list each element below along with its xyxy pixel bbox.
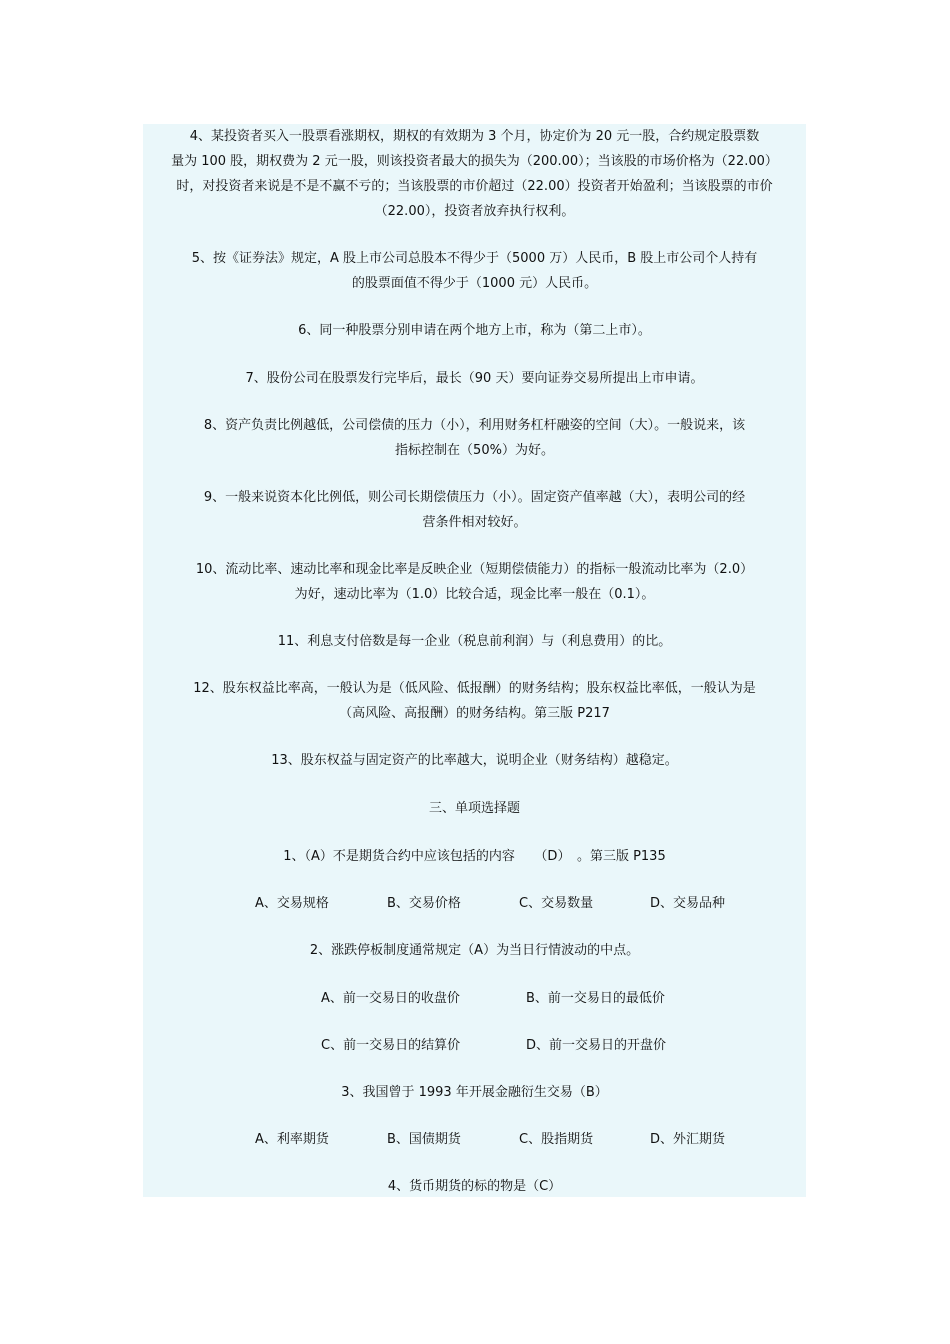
option-a: A、利率期货: [255, 1132, 329, 1147]
text-line: 5、按《证券法》规定，A 股上市公司总股本不得少于（5000 万）人民币，B 股上市公司个人持有: [191, 251, 758, 266]
fill-in-item-7: [143, 366, 806, 391]
text-line: 7、股份公司在股票发行完毕后，最长（90 天）要向证券交易所提出上市申请。: [245, 371, 704, 386]
text-line: 4、某投资者买入一股票看涨期权，期权的有效期为 3 个月，协定价为 20 元一股，合约规定股票数: [189, 129, 760, 144]
text-line: 指标控制在（50%）为好。: [395, 443, 554, 458]
fill-in-item-11: [143, 629, 806, 654]
text-line: （22.00），投资者放弃执行权利。: [374, 204, 575, 219]
text-line: 13、股东权益与固定资产的比率越大，说明企业（财务结构）越稳定。: [271, 753, 678, 768]
text-line: 9、一般来说资本化比例低，则公司长期偿债压力（小）。固定资产值率越（大），表明公司的经: [203, 490, 746, 505]
option-c: C、交易数量: [519, 896, 594, 911]
option-a: A、交易规格: [255, 896, 329, 911]
option-b: B、交易价格: [387, 896, 461, 911]
option-b: B、前一交易日的最低价: [526, 991, 665, 1006]
text-line: 的股票面值不得少于（1000 元）人民币。: [351, 276, 598, 291]
fill-in-item-8: [143, 413, 806, 463]
text-line: 6、同一种股票分别申请在两个地方上市，称为（第二上市）。: [298, 323, 651, 338]
option-c: C、前一交易日的结算价: [321, 1038, 461, 1053]
text-line: 时，对投资者来说是不是不赢不亏的；当该股票的市价超过（22.00）投资者开始盈利；当该股票的市价: [176, 179, 773, 194]
text-line: 为好，速动比率为（1.0）比较合适，现金比率一般在（0.1）。: [294, 587, 655, 602]
text-line: 量为 100 股，期权费为 2 元一股，则该投资者最大的损失为（200.00）；当该股的市场价格为（22.00）: [171, 154, 778, 169]
choice-question-1: 1、（A）不是期货合约中应该包括的内容 （D） 。第三版 P135: [283, 849, 666, 864]
fill-in-item-10: [143, 557, 806, 607]
text-line: 营条件相对较好。: [422, 515, 527, 530]
fill-in-item-12: [143, 676, 806, 726]
fill-in-item-4: [143, 124, 806, 224]
section-title: 三、单项选择题: [428, 801, 520, 816]
option-a: A、前一交易日的收盘价: [321, 991, 460, 1006]
fill-in-item-5: [143, 246, 806, 296]
option-d: D、外汇期货: [650, 1132, 726, 1147]
choice-question-2: 2、涨跌停板制度通常规定（A）为当日行情波动的中点。: [309, 943, 640, 958]
text-line: 11、利息支付倍数是每一企业（税息前利润）与（利息费用）的比。: [277, 634, 672, 649]
option-c: C、股指期货: [519, 1132, 594, 1147]
choice-question-3: 3、我国曾于 1993 年开展金融衍生交易（B）: [341, 1085, 608, 1100]
option-d: D、前一交易日的开盘价: [526, 1038, 667, 1053]
fill-in-item-9: [143, 485, 806, 535]
text-line: （高风险、高报酬）的财务结构。第三版 P217: [339, 706, 610, 721]
fill-in-item-13: [143, 748, 806, 773]
option-d: D、交易品种: [650, 896, 726, 911]
fill-in-item-6: [143, 318, 806, 343]
option-b: B、国债期货: [387, 1132, 461, 1147]
text-line: 8、资产负责比例越低，公司偿债的压力（小），利用财务杠杆融姿的空间（大）。一般说来，该: [203, 418, 746, 433]
text-line: 10、流动比率、速动比率和现金比率是反映企业（短期偿债能力）的指标一般流动比率为（2.0）: [195, 562, 754, 577]
choice-question-4: 4、货币期货的标的物是（C）: [387, 1179, 562, 1194]
text-line: 12、股东权益比率高，一般认为是（低风险、低报酬）的财务结构；股东权益比率低，一般认为是: [193, 681, 756, 696]
